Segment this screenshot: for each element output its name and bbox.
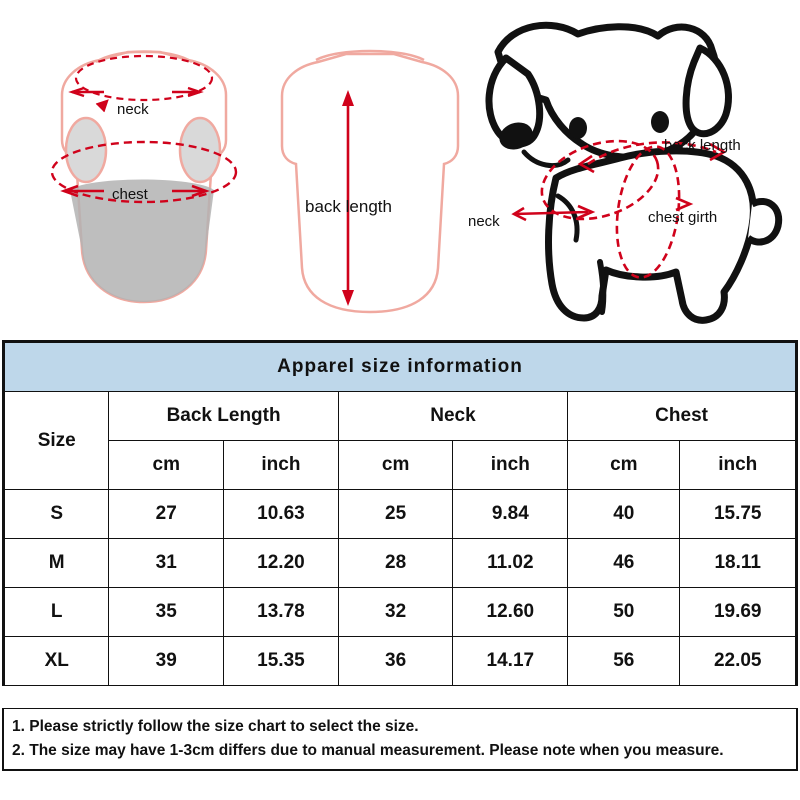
- header-unit-chest-inch: inch: [680, 441, 796, 490]
- garment-front-neck-label: neck: [117, 101, 149, 118]
- cell-neck-cm: 36: [338, 637, 453, 686]
- garment-back-length-label: back length: [305, 197, 392, 216]
- row-size: M: [5, 539, 109, 588]
- garment-front-chest-label: chest: [112, 186, 148, 203]
- cell-neck-cm: 25: [338, 490, 453, 539]
- table-row: [5, 539, 796, 588]
- cell-neck-cm: 32: [338, 588, 453, 637]
- cell-backlength-inch: 10.63: [224, 490, 339, 539]
- cell-neck-inch: 9.84: [453, 490, 568, 539]
- table-group-header-row: [5, 392, 796, 441]
- notes-section: [2, 708, 798, 771]
- row-size: XL: [5, 637, 109, 686]
- dog-back-length-label: back length: [664, 137, 741, 154]
- table-unit-header-row: [5, 441, 796, 490]
- cell-backlength-cm: 27: [109, 490, 224, 539]
- size-table: [4, 342, 796, 686]
- cell-backlength-cm: 39: [109, 637, 224, 686]
- header-unit-neck-cm: cm: [338, 441, 453, 490]
- dog-chest-girth-label: chest girth: [648, 209, 718, 226]
- row-size: S: [5, 490, 109, 539]
- table-row: [5, 490, 796, 539]
- dog-illustration: [468, 25, 779, 320]
- garment-back-illustration: [282, 51, 458, 312]
- note-line-2: 2. The size may have 1-3cm differs due to manual measurement. Please note when you measure.: [12, 742, 724, 760]
- header-size: Size: [5, 392, 109, 490]
- header-unit-chest-cm: cm: [568, 441, 680, 490]
- header-group-chest: Chest: [568, 392, 796, 441]
- dog-neck-label: neck: [468, 213, 500, 230]
- cell-chest-cm: 46: [568, 539, 680, 588]
- illustration-area: [0, 0, 800, 340]
- header-unit-backlength-inch: inch: [224, 441, 339, 490]
- cell-backlength-inch: 15.35: [224, 637, 339, 686]
- header-group-neck: Neck: [338, 392, 567, 441]
- table-title-row: [5, 343, 796, 392]
- note-line-1: 1. Please strictly follow the size chart to select the size.: [12, 718, 419, 735]
- table-row: [5, 637, 796, 686]
- cell-chest-inch: 15.75: [680, 490, 796, 539]
- size-table-container: [2, 340, 798, 686]
- table-row: [5, 588, 796, 637]
- cell-chest-cm: 40: [568, 490, 680, 539]
- garment-front-illustration: [52, 52, 236, 303]
- cell-backlength-cm: 35: [109, 588, 224, 637]
- row-size: L: [5, 588, 109, 637]
- cell-chest-cm: 50: [568, 588, 680, 637]
- cell-backlength-cm: 31: [109, 539, 224, 588]
- header-group-back-length: Back Length: [109, 392, 338, 441]
- cell-chest-cm: 56: [568, 637, 680, 686]
- cell-neck-inch: 12.60: [453, 588, 568, 637]
- header-unit-neck-inch: inch: [453, 441, 568, 490]
- cell-chest-inch: 19.69: [680, 588, 796, 637]
- cell-neck-inch: 11.02: [453, 539, 568, 588]
- header-unit-backlength-cm: cm: [109, 441, 224, 490]
- cell-chest-inch: 22.05: [680, 637, 796, 686]
- cell-chest-inch: 18.11: [680, 539, 796, 588]
- cell-backlength-inch: 12.20: [224, 539, 339, 588]
- cell-neck-cm: 28: [338, 539, 453, 588]
- cell-backlength-inch: 13.78: [224, 588, 339, 637]
- table-title: Apparel size information: [5, 343, 796, 392]
- cell-neck-inch: 14.17: [453, 637, 568, 686]
